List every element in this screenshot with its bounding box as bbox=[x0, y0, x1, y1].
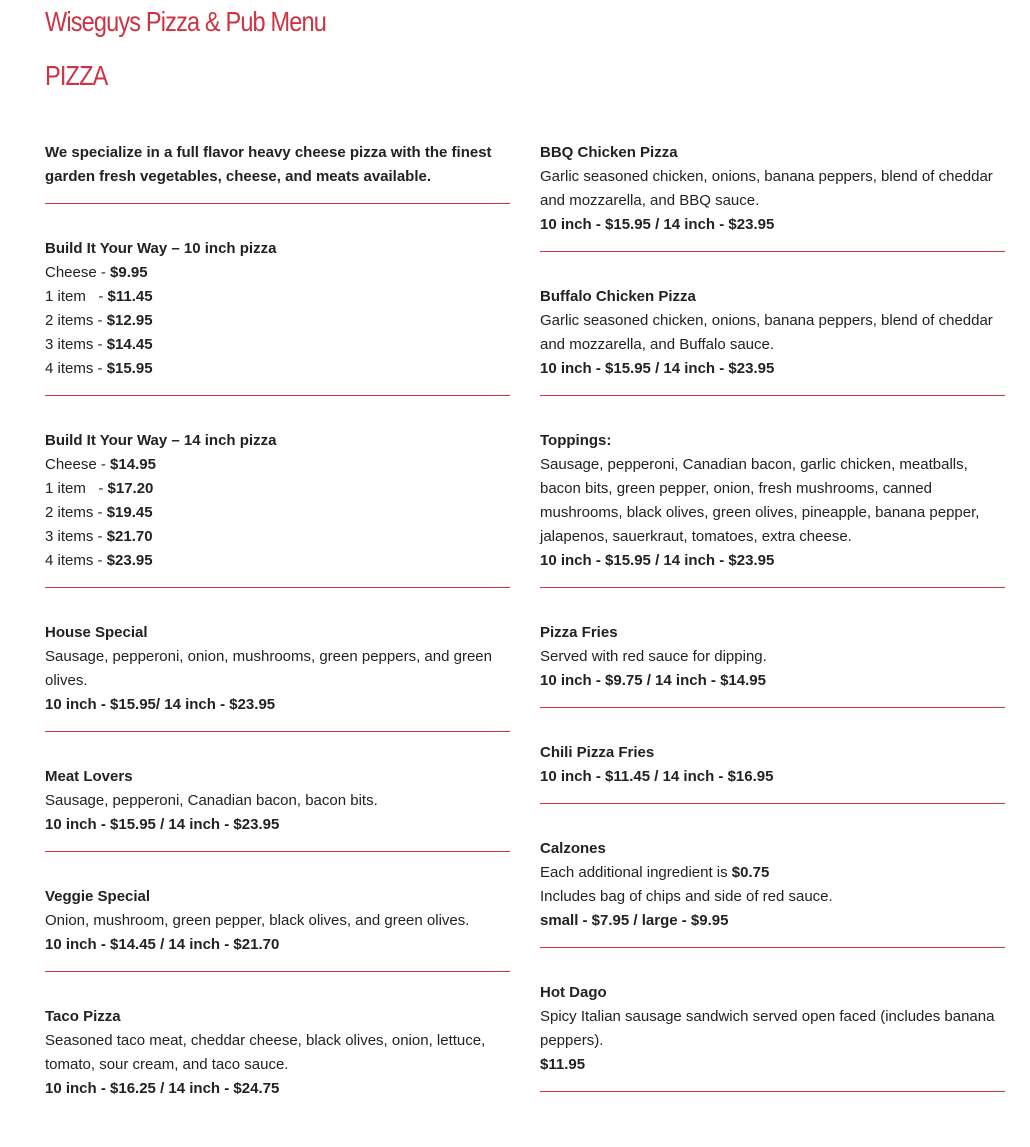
menu-column-right bbox=[540, 140, 1005, 1124]
menu-item-buffalo-chicken bbox=[540, 284, 1005, 396]
price-row: 2 items - $12.95 bbox=[45, 312, 153, 329]
section-title-pizza: PIZZA bbox=[45, 60, 108, 91]
item-extra-ingredient: Each additional ingredient is $0.75 bbox=[540, 864, 770, 881]
site-title: Wiseguys Pizza & Pub Menu bbox=[45, 6, 326, 37]
menu-item-toppings bbox=[540, 428, 1005, 588]
item-price: 10 inch - $16.25 / 14 inch - $24.75 bbox=[45, 1080, 280, 1097]
menu-item-pizza-fries bbox=[540, 620, 1005, 708]
item-price: 10 inch - $15.95 / 14 inch - $23.95 bbox=[540, 216, 775, 233]
menu-item-calzones bbox=[540, 836, 1005, 948]
item-title: Build It Your Way – 14 inch pizza bbox=[45, 432, 277, 449]
item-description: Garlic seasoned chicken, onions, banana peppers, blend of cheddar and mozzarella, and BBQ sauce. bbox=[540, 168, 993, 209]
menu-item-chili-pizza-fries bbox=[540, 740, 1005, 804]
item-title: Meat Lovers bbox=[45, 768, 133, 785]
price-row: 4 items - $15.95 bbox=[45, 360, 153, 377]
menu-column-left bbox=[45, 140, 510, 1147]
item-title: House Special bbox=[45, 624, 148, 641]
price-row: 1 item - $11.45 bbox=[45, 288, 153, 305]
item-price: small - $7.95 / large - $9.95 bbox=[540, 912, 729, 929]
menu-item-house-special bbox=[45, 620, 510, 732]
item-description: Seasoned taco meat, cheddar cheese, black olives, onion, lettuce, tomato, sour cream, and taco sauce. bbox=[45, 1032, 486, 1073]
item-description: Garlic seasoned chicken, onions, banana peppers, blend of cheddar and mozzarella, and Buffalo sauce. bbox=[540, 312, 993, 353]
item-title: Build It Your Way – 10 inch pizza bbox=[45, 240, 277, 257]
item-title: Toppings: bbox=[540, 432, 612, 449]
item-description: Sausage, pepperoni, Canadian bacon, bacon bits. bbox=[45, 792, 378, 809]
menu-item-taco-pizza bbox=[45, 1004, 510, 1115]
menu-intro bbox=[45, 140, 510, 204]
item-price: $11.95 bbox=[540, 1056, 586, 1073]
menu-item-meat-lovers bbox=[45, 764, 510, 852]
item-price: 10 inch - $9.75 / 14 inch - $14.95 bbox=[540, 672, 766, 689]
item-description: Sausage, pepperoni, onion, mushrooms, green peppers, and green olives. bbox=[45, 648, 492, 689]
item-description: Served with red sauce for dipping. bbox=[540, 648, 767, 665]
item-price: 10 inch - $15.95 / 14 inch - $23.95 bbox=[540, 360, 775, 377]
item-title: BBQ Chicken Pizza bbox=[540, 144, 678, 161]
price-row: 1 item - $17.20 bbox=[45, 480, 154, 497]
item-title: Chili Pizza Fries bbox=[540, 744, 655, 761]
price-row: Cheese - $9.95 bbox=[45, 264, 148, 281]
item-price: 10 inch - $15.95 / 14 inch - $23.95 bbox=[45, 816, 280, 833]
price-row: Cheese - $14.95 bbox=[45, 456, 156, 473]
menu-item-hot-dago bbox=[540, 980, 1005, 1092]
item-title: Calzones bbox=[540, 840, 606, 857]
price-row: 3 items - $21.70 bbox=[45, 528, 153, 545]
item-title: Buffalo Chicken Pizza bbox=[540, 288, 696, 305]
price-row: 3 items - $14.45 bbox=[45, 336, 153, 353]
item-price: 10 inch - $11.45 / 14 inch - $16.95 bbox=[540, 768, 774, 785]
price-row: 2 items - $19.45 bbox=[45, 504, 153, 521]
item-title: Taco Pizza bbox=[45, 1008, 121, 1025]
item-price: 10 inch - $14.45 / 14 inch - $21.70 bbox=[45, 936, 280, 953]
price-row: 4 items - $23.95 bbox=[45, 552, 153, 569]
item-description: Onion, mushroom, green pepper, black olives, and green olives. bbox=[45, 912, 470, 929]
menu-item-bbq-chicken bbox=[540, 140, 1005, 252]
item-description: Sausage, pepperoni, Canadian bacon, garlic chicken, meatballs, bacon bits, green pepper, onion, fresh mushrooms, canned mushrooms, black olives, green olives, pineapple, banana pepper, jalapenos, sauerkraut, tomatoes, extra cheese. bbox=[540, 456, 980, 545]
intro-text: We specialize in a full flavor heavy cheese pizza with the finest garden fresh vegetables, cheese, and meats available. bbox=[45, 144, 492, 185]
item-title: Hot Dago bbox=[540, 984, 607, 1001]
item-description: Includes bag of chips and side of red sauce. bbox=[540, 888, 833, 905]
menu-item-veggie-special bbox=[45, 884, 510, 972]
item-price: 10 inch - $15.95 / 14 inch - $23.95 bbox=[540, 552, 775, 569]
menu-item-build-10 bbox=[45, 236, 510, 396]
item-title: Pizza Fries bbox=[540, 624, 618, 641]
item-price: 10 inch - $15.95/ 14 inch - $23.95 bbox=[45, 696, 276, 713]
menu-item-build-14 bbox=[45, 428, 510, 588]
item-title: Veggie Special bbox=[45, 888, 151, 905]
item-description: Spicy Italian sausage sandwich served open faced (includes banana peppers). bbox=[540, 1008, 995, 1049]
